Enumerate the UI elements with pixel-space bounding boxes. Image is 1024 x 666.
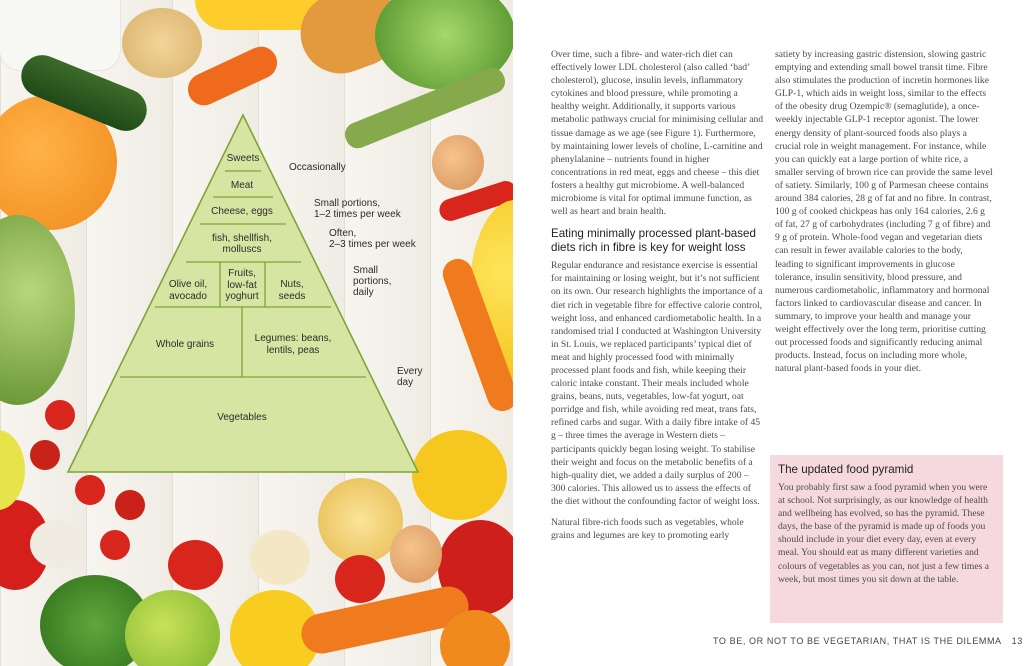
freq-occasionally: Occasionally: [289, 162, 346, 173]
freq-small-line2: 1–2 times per week: [314, 209, 401, 220]
tier-fruits-line3: yoghurt: [225, 291, 259, 302]
paragraph: satiety by increasing gastric distension, slowing gastric emptying and extending small bowel transit time. Fibre also stimulates the production of incretin hormones like GLP-1, which aids in weight loss, similar to the effects of the obesity drug Ozempic® (semaglutide), a once-weekly injectable GLP-1 receptor agonist. The lower energy density of plant-sourced foods also plays a crucial role in weight management. For instance, while you can quickly eat a large portion of white rice, a smaller serving of brown rice can provide the same level of satiety. Similarly, 100 g of Parmesan cheese contains around 384 calories, 28 g of fat and no fibre. In contrast, 100 g of cooked chickpeas has only 164 calories, 2.6 g of fat, 27 g of carbohydrates (including 7 g of fibre) and 9 g of protein. Whole-food vegan and vegetarian diets can result in fewer available calories to the body, leading to significant improvements in glucose tolerance, insulin sensitivity, blood pressure, and numerous cardiometabolic, inflammatory and hormonal factors linked to cardiovascular disease and cancer. In summary, to improve your health and manage your weight effectively over the long term, prioritise cutting out processed foods and significantly reducing animal products. Instead, focus on including more whole, natural plant-based foods in your diet.: [775, 49, 993, 375]
freq-daily-line3: daily: [353, 287, 374, 298]
tier-fish-line2: molluscs: [222, 244, 262, 255]
freq-daily-line2: portions,: [353, 276, 392, 287]
tier-legumes-line2: lentils, peas: [266, 345, 320, 356]
text-column-right: [775, 48, 993, 375]
tier-legumes-line1: Legumes: beans,: [254, 333, 332, 344]
sidebar-box-title: The updated food pyramid: [778, 463, 914, 476]
tier-fruits-line2: low-fat: [227, 280, 257, 291]
section-heading: Eating minimally processed plant-based diets rich in fibre is key for weight loss: [551, 227, 756, 255]
freq-every-line2: day: [397, 377, 414, 388]
tier-sweets: Sweets: [226, 153, 260, 164]
tier-olive-line1: Olive oil,: [168, 279, 208, 290]
tier-vegetables: Vegetables: [217, 412, 267, 423]
freq-often-line2: 2–3 times per week: [329, 239, 416, 250]
paragraph: Over time, such a fibre- and water-rich diet can effectively lower LDL cholesterol (also called ‘bad’ cholesterol), glucose, insulin levels, inflammatory cytokines and blood pressure, while promoting a healthy weight. Additionally, it supports various metabolic pathways crucial for minimising cellular and tissue damage as we age (see Figure 1). Furthermore, by maintaining lower levels of choline, L-carnitine and phenylalanine – nutrients found in higher concentrations in red meat, eggs and cheese – this diet fosters a healthy gut microbiome. A well-balanced microbiome is vital for optimal immune function, as well as heart and brain health.: [551, 49, 764, 218]
paragraph: Natural fibre-rich foods such as vegetables, whole grains and legumes are key to promoting early: [551, 517, 744, 542]
tier-nuts-line1: Nuts,: [280, 279, 304, 290]
text-column-left: [551, 48, 765, 542]
freq-daily-line1: Small: [353, 265, 379, 276]
paragraph: Regular endurance and resistance exercise is essential for maintaining or losing weight, but it’s not sufficient on its own. Our research highlights the importance of a diet rich in vegetable fibre for effective calorie control, weight loss, and enhanced cardiometabolic health. In a randomised trial I conducted at Washington University in St. Louis, we replaced participants’ typical diet of meat and highly processed food with minimally processed plant foods and fish, while keeping their caloric intake constant. Their meals included whole grains, beans, nuts, vegetables, low-fat yogurt, oat porridge and fish, while avoiding red meat, trans fats, refined carbs and sugar. With a daily fibre intake of 45 g – three times the average in Western diets – participants quickly began losing weight. To stabilise their weight and focus on the metabolic benefits of a high-quality diet, we added a daily surplus of 200 – 300 calories. This allowed us to assess the effects of the diet without the confounding factor of weight loss.: [551, 260, 763, 507]
tier-olive-line2: avocado: [169, 291, 207, 302]
tier-fruits-line1: Fruits,: [228, 268, 256, 279]
tier-nuts-line2: seeds: [278, 291, 306, 302]
article-page: [513, 0, 1024, 666]
freq-often-line1: Often,: [329, 228, 357, 239]
freq-small-line1: Small portions,: [314, 198, 381, 209]
tier-meat: Meat: [230, 180, 254, 191]
tier-fish-line1: fish, shellfish,: [211, 233, 273, 244]
tier-cheese-eggs: Cheese, eggs: [211, 206, 273, 217]
sidebar-box-body: You probably first saw a food pyramid when you were at school. Not surprisingly, as our knowledge of health and wellbeing has evolved, so has the pyramid. These days, the base of the pyramid is made up of foods you should include in your diet every day, even at every meal. You should eat as many different varieties and colours of vegetables as you can, not just a few times a week, but most times you sit down at the table.: [778, 482, 990, 585]
page-footer: [713, 636, 1023, 646]
tier-whole-grains: Whole grains: [155, 339, 215, 350]
footer-title: TO BE, OR NOT TO BE VEGETARIAN, THAT IS THE DILEMMA: [713, 636, 1002, 646]
sidebar-box: [770, 455, 1003, 623]
page-number: 13: [1011, 636, 1023, 646]
freq-every-line1: Every: [397, 366, 423, 377]
